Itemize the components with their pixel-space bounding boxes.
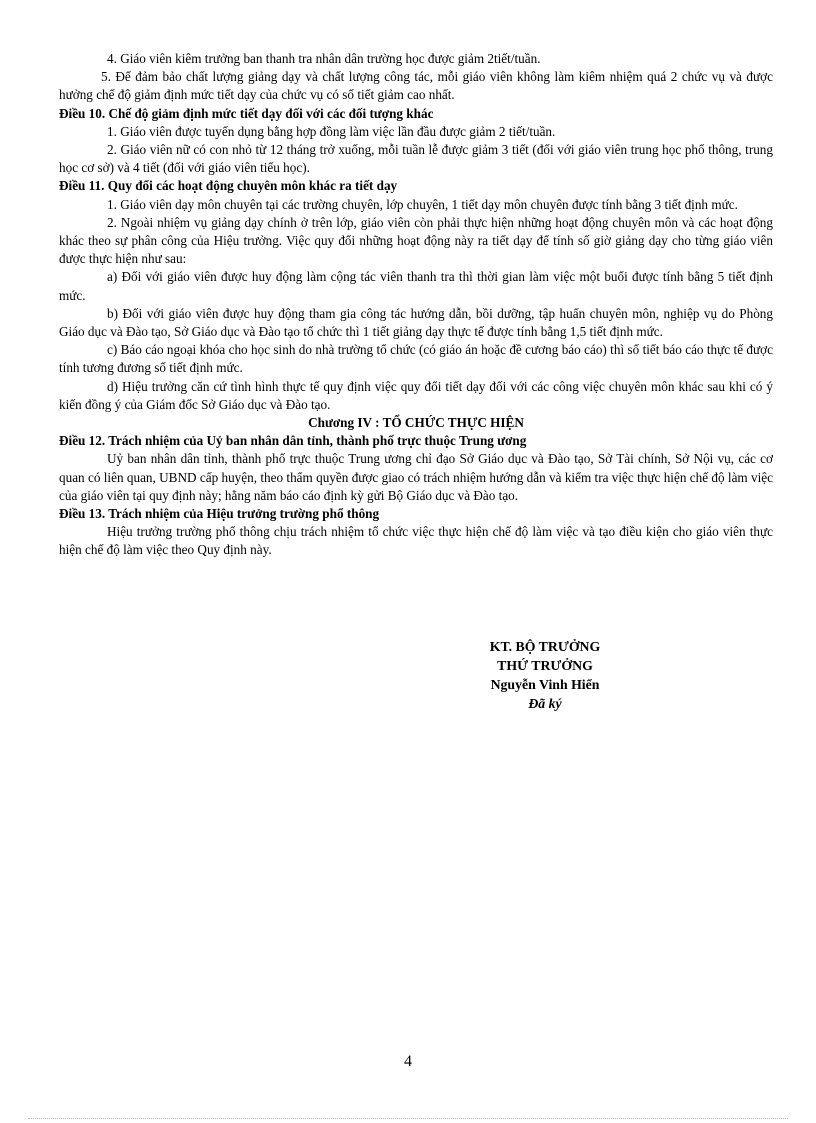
article-11-item-b: b) Đối với giáo viên được huy động tham gia công tác hướng dẫn, bồi dưỡng, tập huấn chuyên môn, nghiệp vụ do Phòng Giáo dục và Đào tạo, Sở Giáo dục và Đào tạo tổ chức thì 1 tiết giảng dạy thực tế được tính bằng 1,5 tiết định mức.: [59, 305, 773, 340]
article-11-heading: Điều 11. Quy đổi các hoạt động chuyên môn khác ra tiết dạy: [59, 178, 398, 194]
article-11-item-a: a) Đối với giáo viên được huy động làm cộng tác viên thanh tra thì thời gian làm việc một buổi được tính bằng 5 tiết định mức.: [59, 269, 773, 303]
article-11-item-1: 1. Giáo viên dạy môn chuyên tại các trường chuyên, lớp chuyên, 1 tiết dạy môn chuyên được tính bằng 3 tiết định mức.: [107, 196, 738, 212]
chapter-iv-heading: Chương IV : TỔ CHỨC THỰC HIỆN: [308, 415, 524, 431]
article-11-item-c: c) Báo cáo ngoại khóa cho học sinh do nhà trường tổ chức (có giáo án hoặc đề cương báo cáo) thì số tiết báo cáo thực tế được tính tương đương số tiết định mức.: [59, 342, 773, 376]
signed-note: Đã ký: [528, 696, 562, 711]
article-12-paragraph: Uỷ ban nhân dân tỉnh, thành phố trực thuộc Trung ương chỉ đạo Sở Giáo dục và Đào tạo, Sở Tài chính, Sở Nội vụ, các cơ quan có liên quan, UBND cấp huyện, theo thẩm quyền được giao có trách nhiệm hướng dẫn và kiểm tra việc thực hiện chế độ làm việc của giáo viên tại quy định này; hằng năm báo cáo định kỳ gửi Bộ Giáo dục và Đào tạo.: [59, 451, 773, 503]
document-body: [59, 50, 773, 560]
article-13-paragraph: Hiệu trưởng trường phổ thông chịu trách nhiệm tổ chức việc thực hiện chế độ làm việc và tạo điều kiện cho giáo viên thực hiện chế độ làm việc theo Quy định này.: [59, 524, 773, 558]
article-11-item-2: 2. Ngoài nhiệm vụ giảng dạy chính ở trên lớp, giáo viên còn phải thực hiện những hoạt động chuyên môn và các hoạt động khác theo sự phân công của Hiệu trưởng. Việc quy đổi những hoạt động này ra tiết dạy để tính số giờ giảng dạy cho từng giáo viên được thực hiện như sau:: [59, 214, 773, 267]
signature-block: [420, 637, 670, 713]
clause-4-paragraph: 4. Giáo viên kiêm trưởng ban thanh tra nhân dân trường học được giảm 2tiết/tuần.: [107, 51, 541, 66]
clause-5-paragraph: 5. Để đảm bảo chất lượng giảng dạy và chất lượng công tác, mỗi giáo viên không làm kiêm nhiệm quá 2 chức vụ và được hưởng chế độ giảm định mức tiết dạy của chức vụ có số tiết giảm cao nhất.: [59, 69, 773, 103]
article-13-heading: Điều 13. Trách nhiệm của Hiệu trưởng trường phổ thông: [59, 506, 380, 522]
signature-title-2: THỨ TRƯỞNG: [497, 658, 593, 673]
article-10-heading: Điều 10. Chế độ giảm định mức tiết dạy đối với các đối tượng khác: [59, 105, 434, 121]
signer-name: Nguyễn Vinh Hiển: [490, 677, 600, 692]
article-11-item-d: d) Hiệu trưởng căn cứ tình hình thực tế quy định việc quy đổi tiết dạy đối với các công việc chuyên môn khác sau khi có ý kiến đồng ý của Giám đốc Sở Giáo dục và Đào tạo.: [59, 378, 773, 412]
footer-divider: [28, 1118, 788, 1119]
signature-title-1: KT. BỘ TRƯỞNG: [489, 639, 601, 654]
article-10-item-1: 1. Giáo viên được tuyển dụng bằng hợp đồng làm việc lần đầu được giảm 2 tiết/tuần.: [107, 123, 556, 139]
page-number: 4: [404, 1053, 412, 1070]
article-12-heading: Điều 12. Trách nhiệm của Uỷ ban nhân dân tỉnh, thành phố trực thuộc Trung ương: [59, 433, 527, 449]
article-10-item-2: 2. Giáo viên nữ có con nhỏ từ 12 tháng trở xuống, mỗi tuần lễ được giảm 3 tiết (đối với giáo viên trung học phổ thông, trung học cơ sở) và 4 tiết (đối với giáo viên tiểu học).: [59, 142, 773, 176]
